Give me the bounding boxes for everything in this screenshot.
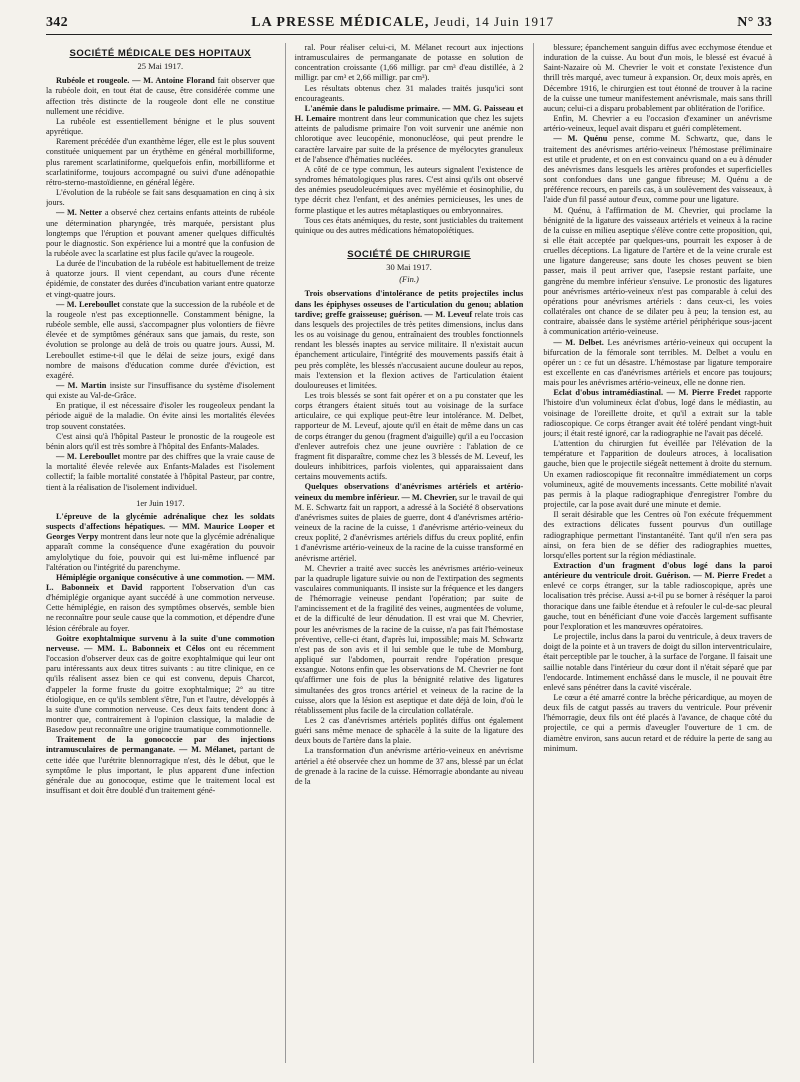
article-paragraph — [543, 632, 772, 693]
paragraph-text: ont eu récemment l'occasion d'observer deux cas de goitre exophtalmique qui leur ont paru intéressants aux deux titres suivants : au titre clinique, en ce qu'ils réalisent assez bien ce qui est convenu, depuis Charcot, d'appeler la forme fruste du goitre exophtalmique; 2° au titre étiologique, en ce qu'ils semblent s'être, l'un et l'autre, développés à la suite d'une commotion nerveuse. Ces deux faits tendent donc à montrer que, contrairement à l'opinion classique, la maladie de Basedow peut reconnaître une origine traumatique commotionnelle. — [46, 643, 275, 735]
article-paragraph — [543, 388, 772, 439]
article-paragraph — [295, 165, 524, 216]
article-paragraph — [295, 289, 524, 391]
paragraph-text: fait observer que la rubéole doit, en tout état de cause, être considérée comme une affection très distincte de la rougeole dont elle ne constitue nullement une récidive. — [46, 76, 275, 116]
paragraph-heading: — M. Quénu — [553, 134, 608, 144]
article-paragraph — [295, 216, 524, 236]
article-paragraph — [295, 104, 524, 165]
paragraph-text: montrent dans leur note que la glycémie adrénalique apparaît comme la conséquence d'une exagération du pouvoir amylolytique du foie, pouvoir qui est lui-même influencé par l'altération ou l'intégrité du parenchyme. — [46, 532, 275, 572]
article-paragraph — [543, 206, 772, 338]
article-paragraph — [543, 510, 772, 561]
article-paragraph — [46, 188, 275, 208]
paragraph-heading: Eclat d'obus intramédiastinal. — M. Pierre Fredet — [553, 388, 741, 398]
article-paragraph — [543, 114, 772, 134]
article-paragraph — [295, 746, 524, 787]
paragraph-heading: Traitement de la gonococcie par des injections intramusculaires de permanganate. — M. Mélanet, — [46, 735, 275, 755]
article-paragraph — [46, 381, 275, 401]
paragraph-text: Les anévrismes artério-veineux qui occupent la bifurcation de la fémorale sont terribles. M. Delbet a voulu en opérer un : ce fut un désastre. L'hémostase par ligature temporaire est excellente en cas d'anévrismes artériels et encore pas toujours; mais pour les anévrismes artério-veineux, elle ne donne rien. — [543, 337, 772, 388]
page-number: 342 — [46, 15, 68, 30]
paragraph-text: M. Quénu, à l'affirmation de M. Chevrier, qui proclame la bénignité de la ligature des vaisseaux artériels et veineux à la racine de la cuisse en milieu aseptique s'élève contre cette proposition, qui, si elle était acceptée par quelques-uns, pourrait les exposer à de cruelles déceptions. La ligature de l'artère et de la veine crurale est une ligature dangereuse; sans doute les choses peuvent se bien passer, mais il peut arriver que, l'asepsie restant parfaite, une gangrène du membre inférieur s'ensuive. Le pronostic des ligatures pour anévrismes artério-veineux n'est pas comparable à celui des opérations pour anévrismes artériels : dans ceux-ci, les voies collatérales ont chance de se dilater peu à peu; la tension est, au contraire, abaissée dans le système artériel périphérique sous-jacent à communication artério-veineuse. — [543, 205, 772, 337]
paragraph-text: rapportent l'observation d'un cas d'hémiplégie organique ayant succédé à une commotion nerveuse. Cette hémiplégie, en raison des symptômes observés, semble bien ne reconnaître pour seule cause que la commotion, et dépendre d'une lésion cérébrale au foyer. — [46, 582, 275, 633]
article-paragraph — [46, 259, 275, 300]
col2-body — [295, 43, 524, 236]
paragraph-text: Les résultats obtenus chez 31 malades traités jusqu'ici sont encourageants. — [294, 83, 524, 103]
article-paragraph — [543, 338, 772, 389]
paragraph-text: a observé chez certains enfants atteints de rubéole une détermination pharyngée, très marquée, persistant plus longtemps que l'éruption et pouvant amener quelques difficultés pour le diagnostic. Son expérience lui a montré que la confusion de la rubéole avec la scarlatine est plus facile qu'avec la rougeole. — [46, 208, 275, 258]
paragraph-text: pense, comme M. Schwartz, que, dans le traitement des anévrismes artério-veineux l'hémostase préliminaire est utile et prudente, et on en est convaincu quand on a eu à dénuder des anévrismes dans lesquels les artères profondes et superficielles sont confondues dans une gangue fibreuse; M. Quénu a de préférence recours, en pareils cas, à un soulèvement des vaisseaux, à l'aide d'un fil passé autour d'eux, comme pour une ligature. — [543, 134, 772, 205]
paragraph-heading: — M. Netter — [56, 208, 103, 218]
article-paragraph — [46, 432, 275, 452]
paragraph-text: En pratique, il est nécessaire d'isoler les rougeoleux pendant la période aiguë de la maladie. On évite ainsi les mortalités élevées trop souvent constatées. — [46, 401, 275, 431]
paragraph-text: Le cœur a été amarré contre la brèche péricardique, au moyen de deux fils de catgut passés au travers du ventricule. Pour prévenir l'hémorragie, deux fils ont été placés à l'avance, de chaque côté du projectile, ce qui a permis d'aveugler l'ouverture de 1 cm. de diamètre environ, sans aucun retard et de réduire la perte de sang au minimum. — [543, 693, 772, 753]
section-subtitle: (Fin.) — [399, 274, 419, 285]
article-paragraph — [295, 391, 524, 482]
section-title: SOCIÉTÉ DE CHIRURGIE — [347, 248, 471, 260]
paragraph-heading: — M. Martin — [56, 381, 107, 390]
article-paragraph — [46, 573, 275, 634]
paragraph-text: rapporte l'histoire d'un volumineux éclat d'obus, logé dans le médiastin, au voisinage de l'oreillette droite, et qu'il a extrait sur la table radioscopique. Ce corps étranger avait été toléré pendant vingt-huit jours; il était resté ignoré, car la radiographie ne l'avait pas décelé. — [543, 388, 772, 438]
paragraph-heading: Hémiplégie organique consécutive à une commotion. — MM. L. Babonneix et David — [46, 572, 275, 592]
paragraph-text: Enfin, M. Chevrier a eu l'occasion d'examiner un anévrisme artério-veineux, lequel avait disparu et guéri complètement. — [543, 114, 772, 134]
paragraph-text: a enlevé ce corps étranger, sur la table radioscopique, après une localisation très précise. Aussi a-t-il pu se borner à réséquer la paroi thoracique dans une faible étendue et à refouler le cul-de-sac pleural gauche, tout en bénéficiant d'une voie d'accès largement suffisante pour l'exploration et les manœuvres opératoires. — [543, 571, 772, 631]
article-paragraph — [46, 401, 275, 431]
paragraph-text: relate trois cas dans lesquels des projectiles de très petites dimensions, inclus dans les os au voisinage du genou, entraînaient des troubles fonctionnels rendant les blessés inaptes au service militaire. Il n'existait aucun épanchement articulaire, l'intégrité des mouvements passifs était à peu près complète, les blessés n'accusaient aucune douleur au repos, mais l'extension et la flexion actives de l'articulation étaient douloureuses et limitées. — [294, 309, 524, 390]
section-date: 30 Mai 1917. — [386, 262, 432, 273]
paragraph-heading: L'anémie dans le paludisme primaire. — MM. G. Paisseau et H. Lemaire — [294, 103, 524, 124]
article-paragraph — [46, 300, 275, 381]
paragraph-text: La rubéole est essentiellement bénigne et le plus souvent apyrétique. — [46, 116, 275, 137]
session-date: 1er Juin 1917. — [136, 497, 185, 508]
article-paragraph — [543, 693, 772, 754]
article-paragraph — [295, 716, 524, 746]
paragraph-text: partant de cette idée que l'urétrite blennorragique n'est, dès le début, que le symptôme le plus important, le plus apparent d'une infection générale due au gonocoque, estime que le traitement local est insuffisant et doit être doublé d'un traitement géné- — [46, 745, 275, 796]
article-paragraph — [295, 482, 524, 563]
col2-body-2 — [295, 289, 524, 787]
article-paragraph — [46, 452, 275, 493]
paragraph-text: constate que la succession de la rubéole et de la rougeole n'est pas exceptionnelle. Constamment bénigne, la rubéole semble, elle aussi, s'accompagner plus volontiers de fièvre élevée et de symptômes généraux sans que jamais, du reste, son évolution se prolonge au delà de trois ou quatre jours. Aussi, M. Lereboullet estime-t-il que le délai de seize jours, exigé dans nombre de maisons d'éducation comme durée d'éviction, est exagéré. — [46, 299, 275, 380]
paragraph-text: sur le travail de qui M. E. Schwartz fait un rapport, a adressé à la Société 8 observations d'anévrismes suites de plaies de guerre, dont 4 d'anévrismes artério-veineux de la racine de la cuisse, 1 d'anévrisme artério-veineux du creux poplité, 2 d'anévrismes artériels diffus du creux poplité, enfin 1 d'anévrisme artério-veineux de la racine de la cuisse transformé en anévrisme artériel. — [294, 492, 524, 563]
paragraph-heading: — M. Delbet. — [553, 337, 604, 347]
paragraph-text: Les trois blessés se sont fait opérer et on a pu constater que les corps étrangers étaient situés tout au voisinage de la surface articulaire, ce qui explique peut-être leur intolérance. M. Delbet, rapporteur de M. Leveuf, ajoute qu'il en était de même dans un cas de corps étranger du genou (fragment d'aiguille) qu'il a eu l'occasion d'enlever autrefois chez une jeune ouvrière : l'ablation de ce fragment fit disparaître, comme chez les 3 blessés de M. Leveuf, les douleurs inhibitrices, parfois violentes, qui apparaissaient dans certains mouvements actifs. — [294, 391, 524, 482]
paragraph-text: montrent dans leur communication que chez les sujets atteints de paludisme primaire l'on voit survenir une anémie non chlorotique avec leucopénie, mononucléose, qui peut prendre le caractère larvaire par suite de la présence de myélocytes granuleux et de l'absence d'hématies nucléées. — [294, 114, 524, 164]
paragraph-heading: — M. Lereboullet — [56, 452, 121, 462]
article-paragraph — [543, 561, 772, 632]
article-paragraph — [46, 634, 275, 736]
paragraph-text: blessure; épanchement sanguin diffus avec ecchymose étendue et induration de la cuisse. Au bout d'un mois, le blessé est évacué à Saint-Nazaire où M. Chevrier le voit et constate l'existence d'un thrill très marqué, avec tumeur à expansion. Or, deux mois après, en Décembre 1916, le chirurgien est tout étonné de trouver à la racine de la cuisse une tumeur manifestement anévrismale, mais sans thrill aucun; celui-ci a disparu probablement par oblitération de l'orifice. — [543, 43, 772, 113]
column-1 — [46, 43, 275, 1063]
paragraph-text: insiste sur l'insuffisance du système d'isolement qui existe au Val-de-Grâce. — [46, 381, 275, 401]
paragraph-text: Il serait désirable que les Centres où l'on exécute fréquemment des extractions délicates fussent pourvus d'un outillage radiographique permettant l'instantanéité. Tant qu'il n'en sera pas ainsi, on fera bien de se défier des radiographies muettes, lorsqu'elles portent sur la région médiastinale. — [543, 510, 772, 560]
article-paragraph — [46, 137, 275, 188]
paragraph-text: La durée de l'incubation de la rubéole est habituellement de treize à quatorze jours. Il vient cependant, au cours d'une récente épidémie, de constater des durées d'incubation variant entre quatorze et vingt-quatre jours. — [46, 259, 275, 299]
journal-name: LA PRESSE MÉDICALE, — [251, 15, 430, 30]
paragraph-heading: Trois observations d'intolérance de petits projectiles inclus dans les épiphyses osseuses de l'articulation du genou; ablation tardive; greffe graisseuse; guérison. — M. Leveuf — [294, 289, 524, 319]
paragraph-text: Tous ces états anémiques, du reste, sont justiciables du traitement quinique ou des autres médications hématopoïétiques. — [294, 215, 524, 235]
paragraph-heading: L'épreuve de la glycémie adrénalique chez les soldats suspects d'affections hépatiques. — MM. Maurice Looper et Georges Verpy — [46, 511, 275, 542]
paragraph-text: montre par des chiffres que la vraie cause de la mortalité élevée relevée aux Enfants-Malades est l'isolement collectif; la faible mortalité constatée à l'hôpital Pasteur, par contre, tient à la réalisation de l'isolement individuel. — [46, 452, 275, 492]
section-date: 25 Mai 1917. — [137, 61, 184, 72]
paragraph-text: M. Chevrier a traité avec succès les anévrismes artério-veineux par la quadruple ligature suivie ou non de l'extirpation des segments vasculaires communiquants. Il insiste sur la fréquence et les dangers de l'hémorragie veineuse pendant l'opération; par suite de l'amincissement et de la fragilité des veines, augmentées de volume, et de la difficulté de leur dénudation. Il est vrai que M. Chevrier, pour les anévrismes de la racine de la cuisse, n'a pas fait l'hémostase préventive, celle-ci étant, d'après lui, impossible; mais M. Schwartz n'est pas de son avis et il lui semble que le tube de Momburg, appliqué sur l'abdomen, pourrait rendre l'opération presque exsangue. Notons enfin que les observations de M. Chevrier ne font qu'affirmer une fois de plus la bénignité relative des ligatures simultanées des gros troncs artériel et veineux de la racine de la cuisse, alors que la lésion est aseptique et date déjà de loin, d'où le rétablissement plus facile de la circulation collatérale. — [294, 563, 524, 715]
article-paragraph — [543, 439, 772, 510]
article-paragraph — [543, 134, 772, 205]
column-2 — [285, 43, 524, 1063]
article-paragraph — [46, 117, 275, 137]
paragraph-text: Le projectile, inclus dans la paroi du ventricule, à deux travers de doigt de la pointe et à un travers de doigt du sillon interventriculaire, était perceptible par le toucher, à la surface de l'organe. Il faisait une saillie notable dans l'intérieur du cœur dont il n'était séparé que par l'endocarde. Intimement enchâssé dans le muscle, il ne pouvait être enlevé sans pénétrer dans la cavité viscérale. — [543, 632, 772, 692]
paragraph-text: ral. Pour réaliser celui-ci, M. Mélanet recourt aux injections intramusculaires de permanganate de potasse en solution de concentration croissante (1,66 milligr. par cm³ d'eau distillée, à 2 milligr. par cm³ et 2,66 milligr. par cm³). — [294, 43, 524, 83]
paragraph-text: La transformation d'un anévrisme artério-veineux en anévrisme artériel a été observée chez un homme de 37 ans, blessé par un éclat de grenade à la racine de la cuisse. Hémorragie abondante au niveau de la — [294, 746, 524, 786]
article-paragraph — [543, 43, 772, 114]
column-3 — [533, 43, 772, 1063]
paragraph-text: A côté de ce type commun, les auteurs signalent l'existence de syndromes hématologiques plus rares. C'est ainsi qu'ils ont observé des anémies pseudoleucémiques avec myélémie et éosinophilie, du type décrit chez l'enfant, et des anémies pernicieuses, les unes de forme plastique et les autres métaplastiques ou embryonnaires. — [294, 164, 524, 215]
article-paragraph — [46, 735, 275, 796]
article-paragraph — [46, 208, 275, 259]
paragraph-text: L'attention du chirurgien fut éveillée par l'élévation de la température et l'apparition de douleurs atroces, à localisation gauche, bien que le projectile siégeât nettement à droite du sternum. Un examen radioscopique fit reconnaître immédiatement un corps volumineux, agité de mouvements incessants. Cette mobilité n'avait pas permis à la plaque radiographique d'enregistrer l'ombre du projectile, car la pose avait duré une minute et demie. — [543, 439, 772, 510]
page-header — [46, 14, 772, 35]
col3-body — [543, 43, 772, 754]
article-paragraph — [46, 76, 275, 117]
article-paragraph — [295, 564, 524, 716]
journal-title — [251, 14, 554, 31]
paragraph-heading: Rubéole et rougeole. — M. Antoine Florand — [56, 76, 215, 86]
paragraph-text: C'est ainsi qu'à l'hôpital Pasteur le pronostic de la rougeole est bénin alors qu'il est très sombre à l'hôpital des Enfants-Malades. — [46, 431, 275, 451]
columns — [46, 43, 772, 1063]
col1-body — [46, 76, 275, 492]
paragraph-heading: Quelques observations d'anévrismes artériels et artério-veineux du membre inférieur. — M. Chevrier, — [294, 482, 524, 502]
paragraph-text: Rarement précédée d'un exanthème léger, elle est le plus souvent constituée uniquement par un érythème en général morbilliforme, plus rarement scarlatiniforme, quelquefois enfin, morbilliforme et scarlatiniforme, toujours accompagné ou suivi d'une adénopathie rétro-sterno-mastoïdienne, en général légère. — [46, 137, 275, 187]
paragraph-heading: — M. Lereboullet — [56, 299, 120, 309]
article-paragraph — [295, 43, 524, 84]
paragraph-text: Les 2 cas d'anévrismes artériels poplités diffus ont également guéri sans même menace de sphacèle à la suite de la ligature des deux bouts de l'artère dans la plaie. — [294, 716, 524, 746]
article-paragraph — [295, 84, 524, 104]
article-paragraph — [46, 512, 275, 573]
issue-date: Jeudi, 14 Juin 1917 — [433, 14, 554, 29]
paragraph-heading: Goitre exophtalmique survenu à la suite d'une commotion nerveuse. — MM. L. Babonneix et Célos — [46, 633, 275, 653]
paragraph-text: L'évolution de la rubéole se fait sans desquamation en cinq à six jours. — [46, 188, 275, 208]
section-title: SOCIÉTÉ MÉDICALE DES HOPITAUX — [69, 48, 252, 59]
paragraph-heading: Extraction d'un fragment d'obus logé dans la paroi antérieure du ventricule droit. Guérison. — M. Pierre Fredet — [543, 560, 772, 581]
col1-body-2 — [46, 512, 275, 796]
issue-number: N° 33 — [737, 15, 772, 30]
